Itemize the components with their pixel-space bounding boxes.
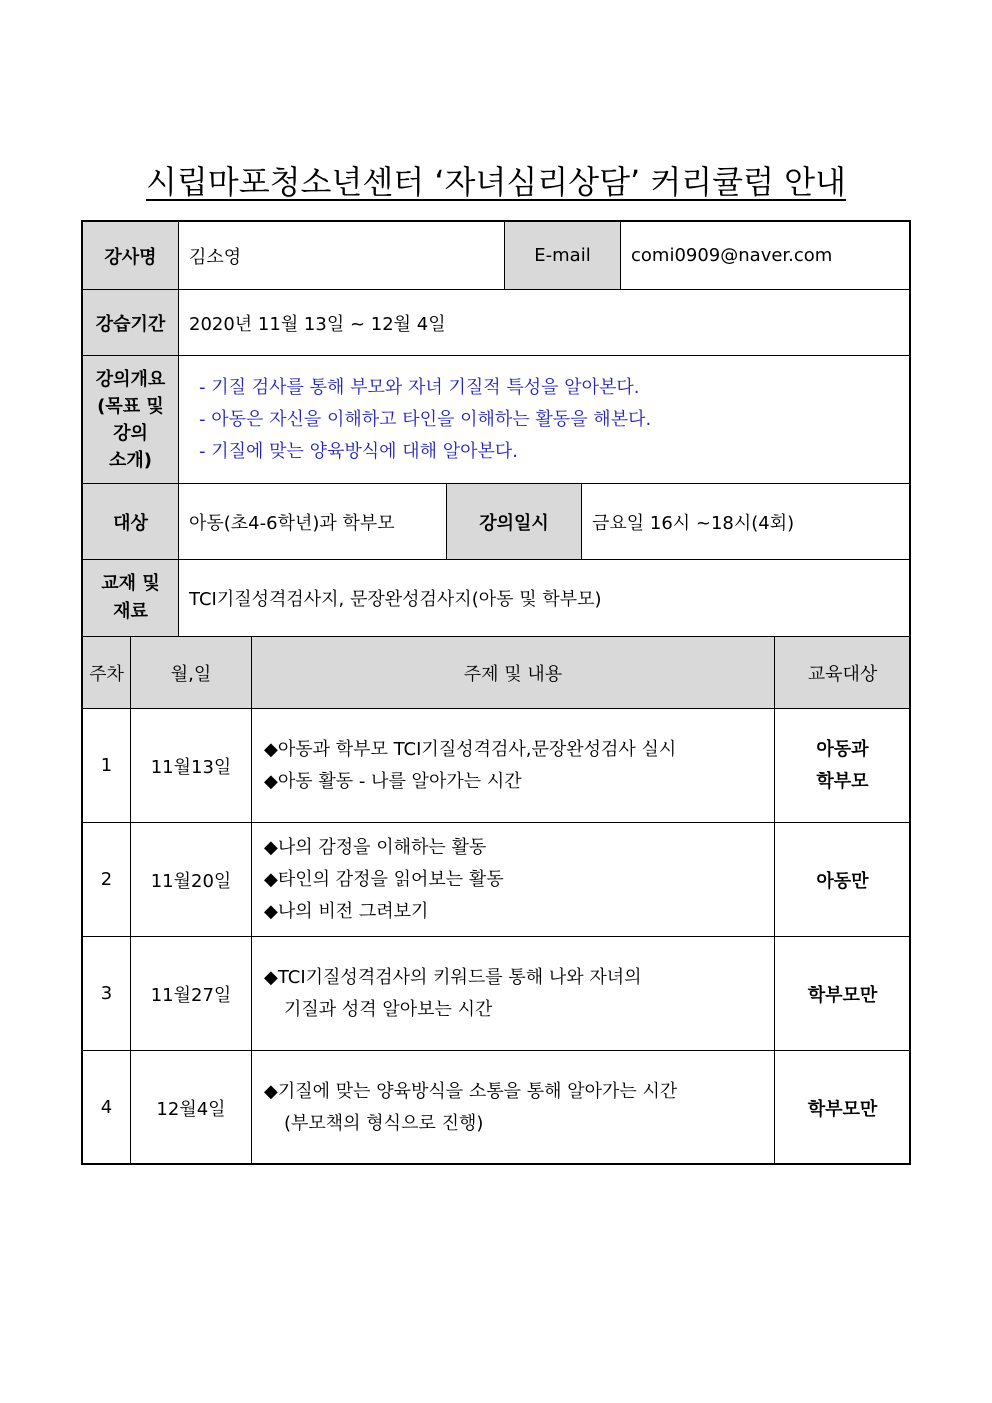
audience-line: 학부모 xyxy=(816,770,869,792)
schedule-label: 강의일시 xyxy=(447,484,582,560)
materials-label-line: 교재 및 xyxy=(101,573,160,594)
period-label: 강습기간 xyxy=(83,290,179,356)
audience-cell: 아동만 xyxy=(775,823,911,937)
materials-value: TCI기질성격검사지, 문장완성검사지(아동 및 학부모) xyxy=(179,560,911,637)
content-line: ◆아동과 학부모 TCI기질성격검사,문장완성검사 실시 xyxy=(264,738,677,760)
info-row-instructor xyxy=(83,222,911,290)
content-line: ◆아동 활동 - 나를 알아가는 시간 xyxy=(264,770,522,792)
content-cell xyxy=(252,823,775,937)
curriculum-header-row xyxy=(83,637,911,709)
audience-cell: 학부모만 xyxy=(775,937,911,1051)
overview-label-line: 소개) xyxy=(108,449,152,471)
content-line: 기질과 성격 알아보는 시간 xyxy=(284,998,493,1020)
overview-line: - 기질에 맞는 양육방식에 대해 알아본다. xyxy=(199,440,519,462)
content-line: ◆기질에 맞는 양육방식을 소통을 통해 알아가는 시간 xyxy=(264,1080,678,1102)
content-cell xyxy=(252,937,775,1051)
header-content: 주제 및 내용 xyxy=(252,637,775,709)
header-date: 월,일 xyxy=(131,637,252,709)
audience-cell xyxy=(775,709,911,823)
overview-label-line: 강의개요 xyxy=(95,368,166,390)
date-cell: 12월4일 xyxy=(131,1051,252,1165)
overview-line: - 기질 검사를 통해 부모와 자녀 기질적 특성을 알아본다. xyxy=(199,376,640,398)
content-line: ◆나의 감정을 이해하는 활동 xyxy=(264,836,487,858)
schedule-value: 금요일 16시 ~18시(4회) xyxy=(582,484,911,560)
audience-line: 아동과 xyxy=(816,738,869,760)
email-label: E-mail xyxy=(505,222,621,290)
content-line: ◆나의 비전 그려보기 xyxy=(264,900,429,922)
target-value: 아동(초4-6학년)과 학부모 xyxy=(179,484,447,560)
content-line: ◆타인의 감정을 읽어보는 활동 xyxy=(264,868,504,890)
content-cell xyxy=(252,709,775,823)
week-cell: 2 xyxy=(83,823,131,937)
materials-label-line: 재료 xyxy=(113,601,148,622)
info-row-materials xyxy=(83,560,911,637)
date-cell: 11월20일 xyxy=(131,823,252,937)
table-row xyxy=(83,937,911,1051)
overview-value xyxy=(179,356,911,484)
overview-label xyxy=(83,356,179,484)
page-title-text: 시립마포청소년센터 ‘자녀심리상담’ 커리큘럼 안내 xyxy=(145,163,846,201)
header-week: 주차 xyxy=(83,637,131,709)
table-row xyxy=(83,1051,911,1165)
instructor-value: 김소영 xyxy=(179,222,505,290)
content-cell xyxy=(252,1051,775,1165)
instructor-label: 강사명 xyxy=(83,222,179,290)
overview-label-line: (목표 및 xyxy=(97,395,164,417)
overview-line: - 아동은 자신을 이해하고 타인을 이해하는 활동을 해본다. xyxy=(199,408,652,430)
table-row xyxy=(83,709,911,823)
curriculum-table xyxy=(82,636,911,1165)
date-cell: 11월13일 xyxy=(131,709,252,823)
content-line: ◆TCI기질성격검사의 키워드를 통해 나와 자녀의 xyxy=(264,966,642,988)
table-row xyxy=(83,823,911,937)
info-row-target xyxy=(83,484,911,560)
overview-label-line: 강의 xyxy=(113,422,148,444)
period-value: 2020년 11월 13일 ~ 12월 4일 xyxy=(179,290,911,356)
content-line: (부모책의 형식으로 진행) xyxy=(284,1112,484,1134)
week-cell: 4 xyxy=(83,1051,131,1165)
info-table xyxy=(82,221,911,484)
info-table-2 xyxy=(82,483,911,637)
header-audience: 교육대상 xyxy=(775,637,911,709)
target-label: 대상 xyxy=(83,484,179,560)
date-cell: 11월27일 xyxy=(131,937,252,1051)
info-row-overview xyxy=(83,356,911,484)
week-cell: 3 xyxy=(83,937,131,1051)
page-title xyxy=(0,160,992,204)
audience-cell: 학부모만 xyxy=(775,1051,911,1165)
materials-label xyxy=(83,560,179,637)
email-value: comi0909@naver.com xyxy=(621,222,911,290)
info-row-period xyxy=(83,290,911,356)
week-cell: 1 xyxy=(83,709,131,823)
